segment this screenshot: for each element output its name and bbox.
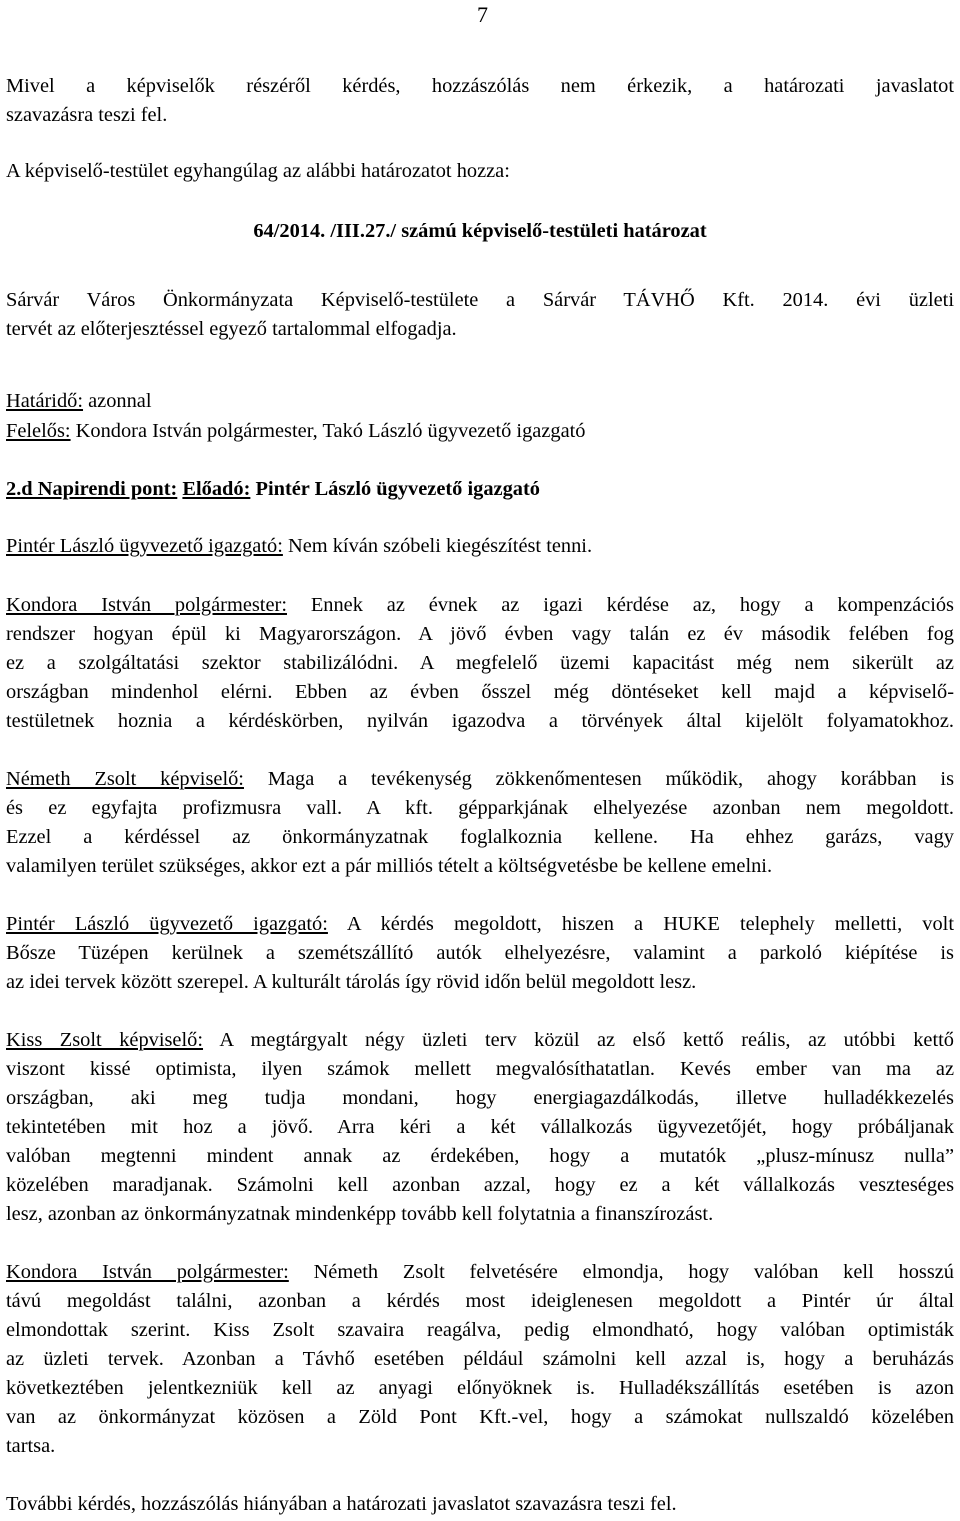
speech-line: van az önkormányzat közösen a Zöld Pont Kft.-vel, hogy a számokat nullszaldó közelében: [6, 1406, 954, 1428]
speaker-name: Kondora István polgármester:: [6, 1261, 289, 1283]
speech-line: az idei tervek között szerepel. A kulturált tárolás így rövid időn belül megoldott lesz.: [6, 971, 697, 993]
speech-line: viszont kissé optimista, ilyen számok mellett megvalósíthatatlan. Kevés ember van ma az: [6, 1058, 954, 1080]
speech-line: tartsa.: [6, 1435, 56, 1457]
speech-text: A kérdés megoldott, hiszen a HUKE telephely melletti, volt: [327, 913, 954, 935]
speech-line: [6, 764, 954, 794]
presenter-label: Előadó:: [182, 478, 251, 500]
speech-line: Bősze Tüzépen kerülnek a szemétszállító autók elhelyezésre, valamint a parkoló kiépítése is: [6, 942, 954, 964]
speaker-name: Pintér László ügyvezető igazgató:: [6, 913, 328, 935]
speech-paragraph: [6, 531, 954, 561]
speech-text: Nem kíván szóbeli kiegészítést tenni.: [282, 535, 593, 557]
speech-line: lesz, azonban az önkormányzatnak mindenképp tovább kell folytatnia a finanszírozást.: [6, 1203, 714, 1225]
deadline-label: Határidő:: [6, 390, 84, 412]
speech-text: Maga a tevékenység zökkenőmentesen működik, ahogy korábban is: [243, 768, 954, 790]
speech-line: tekintetében mit hoz a jövő. Arra kéri a két vállalkozás ügyvezetőjét, hogy próbáljanak: [6, 1116, 954, 1138]
speaker-name: Kiss Zsolt képviselő:: [6, 1029, 204, 1051]
responsible: [6, 416, 954, 446]
speech-line: [6, 909, 954, 939]
agenda-heading: [6, 474, 954, 504]
speech-line: testületnek hoznia a kérdéskörben, nyilván igazodva a törvények által kijelölt folyamatokhoz.: [6, 710, 954, 732]
resolution-text: Sárvár Város Önkormányzata Képviselő-testülete a Sárvár TÁVHŐ Kft. 2014. évi üzleti: [6, 289, 954, 311]
agenda-label: 2.d Napirendi pont:: [6, 478, 178, 500]
speech-line: az üzleti tervek. Azonban a Távhő esetében például számolni kell azzal is, hogy a beruházás: [6, 1348, 954, 1370]
speaker-name: Pintér László ügyvezető igazgató:: [6, 535, 283, 557]
speaker-name: Kondora István polgármester:: [6, 594, 287, 616]
vote-intro: A képviselő-testület egyhangúlag az alábbi határozatot hozza:: [6, 160, 510, 182]
speech-line: rendszer hogyan épül ki Magyarországon. A jövő évben vagy talán ez év második felében fog: [6, 623, 954, 645]
speech-line: és ez egyfajta profizmusra vall. A kft. gépparkjának elhelyezése azonban nem megoldott.: [6, 797, 954, 819]
speech-line: valóban megtenni mindent annak az érdekében, hogy a mutatók „plusz-mínusz nulla”: [6, 1145, 954, 1167]
speech-line: [6, 1025, 954, 1055]
speech-text: Németh Zsolt felvetésére elmondja, hogy valóban kell hosszú: [288, 1261, 954, 1283]
speech-line: távú megoldást találni, azonban a kérdés most ideiglenesen megoldott a Pintér úr által: [6, 1290, 954, 1312]
responsible-value: Kondora István polgármester, Takó László ügyvezető igazgató: [70, 420, 586, 442]
speech-line: országban, aki meg tudja mondani, hogy energiagazdálkodás, illetve hulladékkezelés: [6, 1087, 954, 1109]
intro-line: Mivel a képviselők részéről kérdés, hozzászólás nem érkezik, a határozati javaslatot: [6, 75, 954, 97]
speech-line: [6, 1257, 954, 1287]
speech-text: A megtárgyalt négy üzleti terv közül az első kettő reális, az utóbbi kettő: [203, 1029, 954, 1051]
presenter-name: Pintér László ügyvezető igazgató: [250, 478, 540, 500]
resolution-text: tervét az előterjesztéssel egyező tartalommal elfogadja.: [6, 318, 457, 340]
speech-line: [6, 590, 954, 620]
speech-line: közelében maradjanak. Számolni kell azonban azzal, hogy ez a két vállalkozás veszteséges: [6, 1174, 954, 1196]
resolution-title: 64/2014. /III.27./ számú képviselő-testületi határozat: [253, 220, 707, 242]
speech-line: Ezzel a kérdéssel az önkormányzatnak foglalkoznia kellene. Ha ehhez garázs, vagy: [6, 826, 954, 848]
speaker-name: Németh Zsolt képviselő:: [6, 768, 244, 790]
intro-line: szavazásra teszi fel.: [6, 104, 168, 126]
speech-text: Ennek az évnek az igazi kérdése az, hogy a kompenzációs: [286, 594, 954, 616]
closing-sentence: További kérdés, hozzászólás hiányában a határozati javaslatot szavazásra teszi fel.: [6, 1493, 677, 1515]
speech-line: országban mindenhol elérni. Ebben az évben ősszel még döntéseket kell majd a képviselő-: [6, 681, 954, 703]
deadline: [6, 386, 954, 416]
page-number: 7: [477, 2, 488, 27]
speech-line: valamilyen terület szükséges, akkor ezt a pár milliós tételt a költségvetésbe be kellene emelni.: [6, 855, 773, 877]
responsible-label: Felelős:: [6, 420, 71, 442]
speech-line: ez a szolgáltatási szektor stabilizálódni. A megfelelő üzemi kapacitást még nem sikerült az: [6, 652, 954, 674]
speech-line: következtében jelentkezniük kell az anyagi előnyöknek is. Hulladékszállítás esetében is azon: [6, 1377, 954, 1399]
speech-line: elmondottak szerint. Kiss Zsolt szavaira reagálva, pedig elmondható, hogy valóban optimisták: [6, 1319, 954, 1341]
deadline-value: azonnal: [83, 390, 152, 412]
